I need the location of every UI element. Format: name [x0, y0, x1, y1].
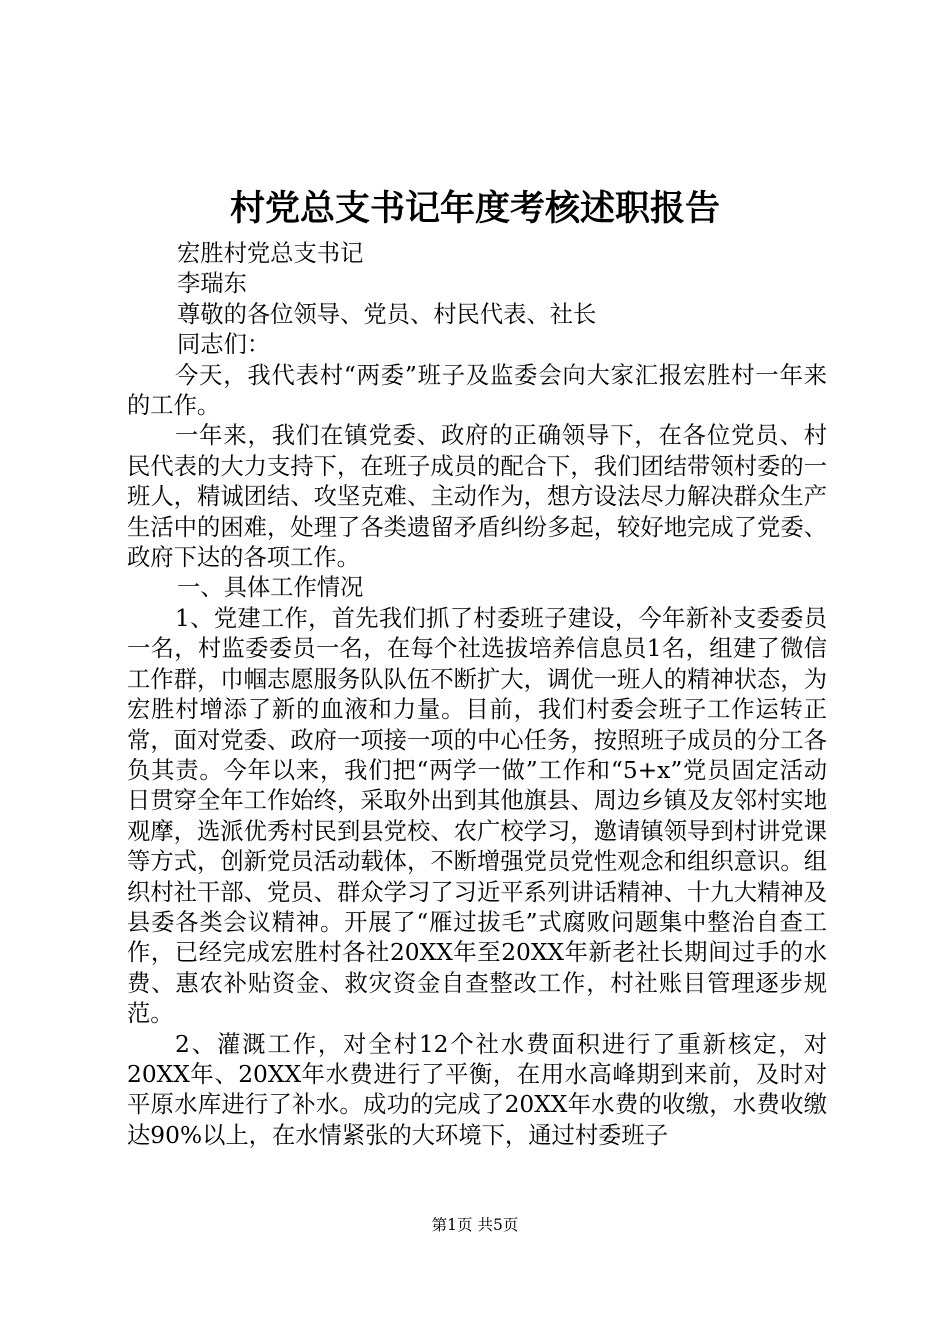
section-heading: 一、具体工作情况: [177, 574, 364, 602]
salutation: 尊敬的各位领导、党员、村民代表、社长: [177, 300, 597, 328]
salutation-comrades: 同志们：: [177, 331, 271, 359]
document-body: [127, 239, 827, 1151]
document-title: 村党总支书记年度考核述职报告: [229, 188, 720, 229]
paragraph-party-building: 1、党建工作，首先我们抓了村委班子建设，今年新补支委委员一名，村监委委员一名，在每个社选拔培养信息员1名，组建了微信工作群，巾帼志愿服务队队伍不断扩大，调优一班人的精神状态，为宏胜村增添了新的血液和力量。目前，我们村委会班子工作运转正常，面对党委、政府一项接一项的中心任务，按照班子成员的分工各负其责。今年以来，我们把“两学一做”工作和“5+x”党员固定活动日贯穿全年工作始终，采取外出到其他旗县、周边乡镇及友邻村实地观摩，选派优秀村民到县党校、农广校学习，邀请镇领导到村讲党课等方式，创新党员活动载体，不断增强党员党性观念和组织意识。组织村社干部、党员、群众学习了习近平系列讲话精神、十九大精神及县委各类会议精神。开展了“雁过拔毛”式腐败问题集中整治自查工作，已经完成宏胜村各社20XX年至20XX年新老社长期间过手的水费、惠农补贴资金、救灾资金自查整改工作，村社账目管理逐步规范。: [127, 604, 827, 1028]
author-affiliation: 宏胜村党总支书记: [177, 240, 364, 267]
paragraph-irrigation: 2、灌溉工作，对全村12个社水费面积进行了重新核定，对20XX年、20XX年水费进行了平衡，在用水高峰期到来前，及时对平原水库进行了补水。成功的完成了20XX年水费的收缴，水费收缴达90%以上，在水情紧张的大环境下，通过村委班子: [127, 1030, 827, 1149]
author-name: 李瑞东: [177, 270, 247, 298]
paragraph-summary: 一年来，我们在镇党委、政府的正确领导下，在各位党员、村民代表的大力支持下，在班子成员的配合下，我们团结带领村委的一班人，精诚团结、攻坚克难、主动作为，想方设法尽力解决群众生产生活中的困难，处理了各类遗留矛盾纠纷多起，较好地完成了党委、政府下达的各项工作。: [127, 422, 827, 572]
page-number: 第1页 共5页: [431, 1216, 519, 1234]
paragraph-intro: 今天，我代表村“两委”班子及监委会向大家汇报宏胜村一年来的工作。: [127, 361, 827, 420]
